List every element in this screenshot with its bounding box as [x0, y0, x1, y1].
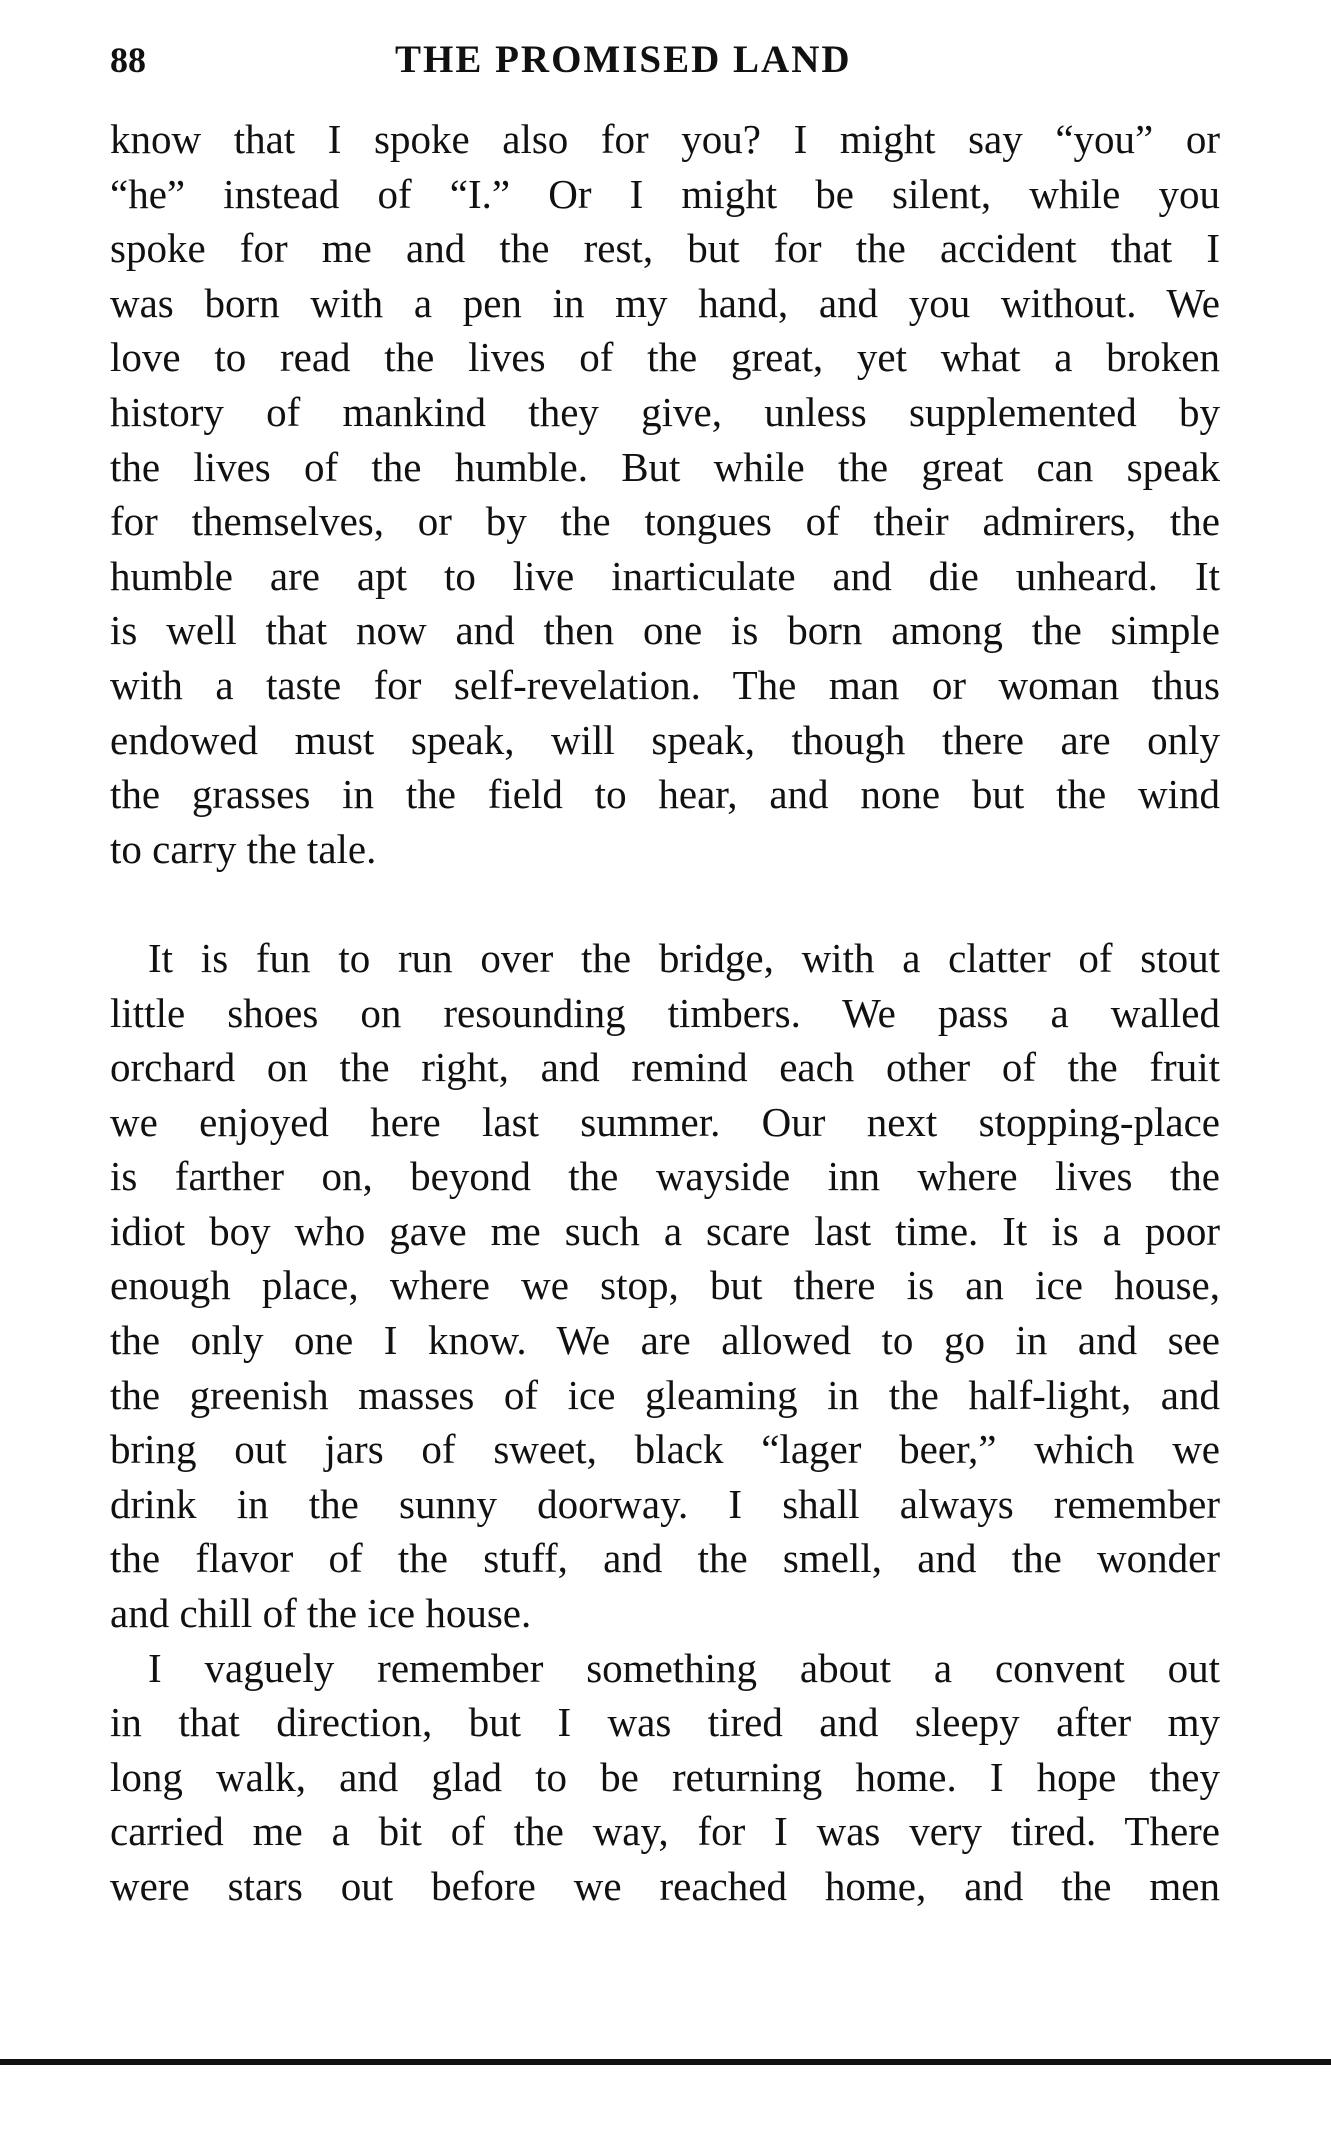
text-line: the greenish masses of ice gleaming in the half-light, and	[110, 1371, 1220, 1418]
text-line: drink in the sunny doorway. I shall always remember	[110, 1480, 1220, 1527]
text-line: carried me a bit of the way, for I was very tired. There	[110, 1808, 1220, 1855]
text-line: know that I spoke also for you? I might say “you” or	[110, 116, 1220, 162]
text-line: we enjoyed here last summer. Our next stopping-place	[110, 1098, 1220, 1145]
text-line: orchard on the right, and remind each other of the fruit	[110, 1044, 1220, 1091]
text-line: the flavor of the stuff, and the smell, and the wonder	[110, 1535, 1220, 1582]
text-line: the grasses in the field to hear, and none but the wind	[110, 771, 1220, 818]
text-line: “he” instead of “I.” Or I might be silent, while you	[110, 170, 1220, 217]
body-text	[110, 112, 1220, 1914]
paragraph-1	[110, 112, 1220, 876]
text-line: history of mankind they give, unless supplemented by	[110, 388, 1220, 435]
text-line: is farther on, beyond the wayside inn where lives the	[110, 1153, 1220, 1200]
text-line: is well that now and then one is born among the simple	[110, 607, 1220, 654]
text-line: little shoes on resounding timbers. We pass a walled	[110, 989, 1220, 1036]
text-line: the only one I know. We are allowed to go in and see	[110, 1317, 1220, 1364]
bottom-rule	[0, 2059, 1331, 2065]
text-line: and chill of the ice house.	[110, 1590, 532, 1637]
running-head	[110, 30, 1220, 90]
paragraph-3	[110, 1641, 1220, 1914]
text-line: I vaguely remember something about a convent out	[148, 1644, 1220, 1691]
text-line: the lives of the humble. But while the great can speak	[110, 443, 1220, 490]
paragraph-2	[110, 931, 1220, 1641]
text-line: were stars out before we reached home, and the men	[110, 1863, 1220, 1909]
text-line: long walk, and glad to be returning home. I hope they	[110, 1753, 1220, 1800]
text-line: bring out jars of sweet, black “lager beer,” which we	[110, 1426, 1220, 1473]
text-line: enough place, where we stop, but there is an ice house,	[110, 1262, 1220, 1309]
book-title: THE PROMISED LAND	[395, 38, 852, 81]
text-line: spoke for me and the rest, but for the accident that I	[110, 225, 1220, 272]
text-line: humble are apt to live inarticulate and die unheard. It	[110, 552, 1220, 599]
text-line: endowed must speak, will speak, though there are only	[110, 716, 1220, 763]
text-line: was born with a pen in my hand, and you without. We	[110, 279, 1220, 326]
text-line: love to read the lives of the great, yet what a broken	[110, 334, 1220, 381]
text-line: to carry the tale.	[110, 825, 377, 872]
text-line: It is fun to run over the bridge, with a clatter of stout	[148, 934, 1220, 981]
text-line: idiot boy who gave me such a scare last time. It is a poor	[110, 1207, 1220, 1254]
text-line: for themselves, or by the tongues of their admirers, the	[110, 498, 1220, 545]
page-number: 88	[110, 40, 146, 80]
text-line: with a taste for self-revelation. The man or woman thus	[110, 661, 1220, 708]
section-break	[110, 876, 1220, 931]
text-line: in that direction, but I was tired and sleepy after my	[110, 1699, 1220, 1746]
